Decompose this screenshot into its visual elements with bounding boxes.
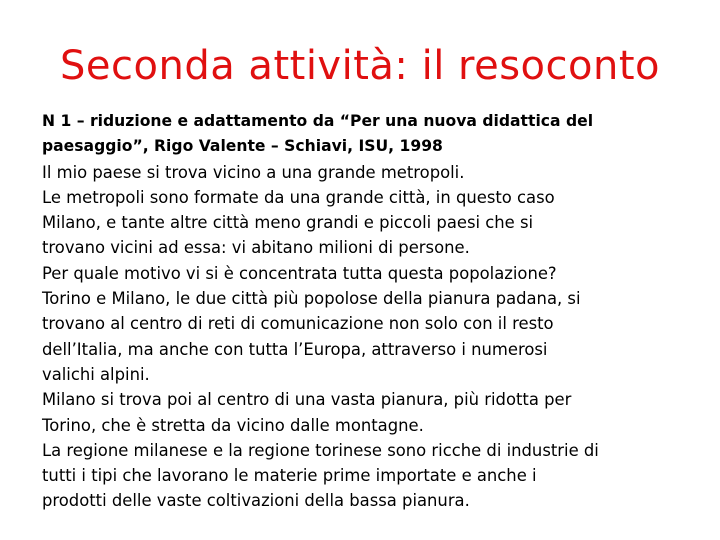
- text-line: Per quale motivo vi si è concentrata tutta questa popolazione?: [42, 263, 557, 283]
- text-line: trovano al centro di reti di comunicazione non solo con il resto: [42, 314, 554, 334]
- paragraph: [42, 438, 692, 514]
- text-line: Il mio paese si trova vicino a una grande metropoli.: [42, 162, 465, 182]
- text-line: Milano, e tante altre città meno grandi e piccoli paesi che si: [42, 213, 534, 233]
- text-line: N 1 – riduzione e adattamento da “Per una nuova didattica del: [42, 112, 594, 130]
- paragraph: [42, 185, 692, 261]
- source-citation: [42, 109, 692, 160]
- paragraph: [42, 286, 692, 387]
- slide-title: Seconda attività: il resoconto: [60, 43, 660, 89]
- paragraph: [42, 387, 692, 438]
- text-line: paesaggio”, Rigo Valente – Schiavi, ISU, 1998: [42, 137, 443, 156]
- text-line: prodotti delle vaste coltivazioni della bassa pianura.: [42, 491, 470, 511]
- text-line: trovano vicini ad essa: vi abitano milioni di persone.: [42, 238, 470, 258]
- text-line: Le metropoli sono formate da una grande città, in questo caso: [42, 187, 555, 207]
- text-line: Torino e Milano, le due città più popolose della pianura padana, si: [42, 289, 581, 309]
- paragraph: [42, 160, 692, 185]
- text-line: La regione milanese e la regione torinese sono ricche di industrie di: [42, 440, 599, 460]
- text-line: dell’Italia, ma anche con tutta l’Europa, attraverso i numerosi: [42, 339, 548, 359]
- text-line: Milano si trova poi al centro di una vasta pianura, più ridotta per: [42, 390, 572, 410]
- text-line: Torino, che è stretta da vicino dalle montagne.: [42, 415, 424, 435]
- paragraph: [42, 261, 692, 286]
- slide-body: [42, 109, 692, 514]
- text-line: tutti i tipi che lavorano le materie prime importate e anche i: [42, 466, 537, 486]
- text-line: valichi alpini.: [42, 364, 150, 384]
